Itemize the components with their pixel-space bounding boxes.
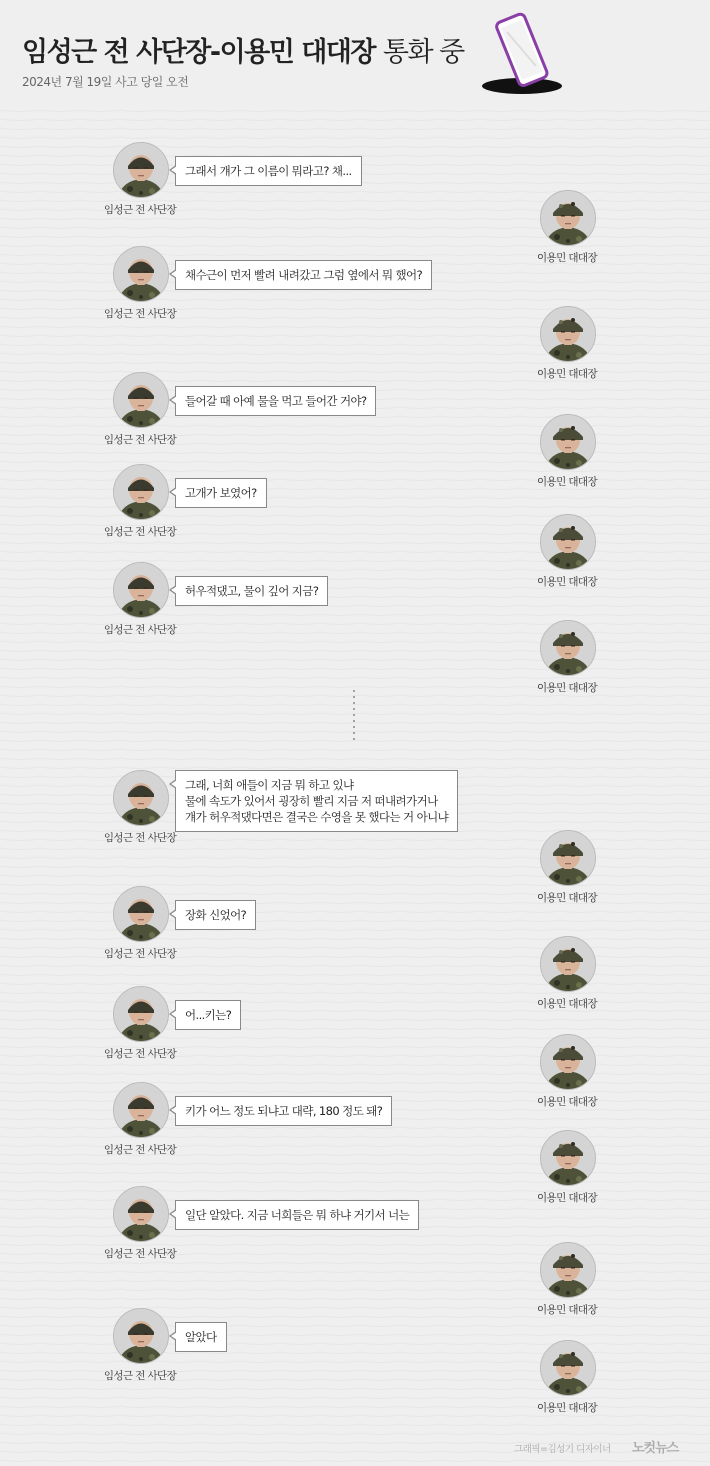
speaker-caption: 임성근 전 사단장 (103, 1144, 177, 1156)
commander-avatar (540, 1340, 596, 1396)
speaker-caption: 이용민 대대장 (537, 368, 597, 380)
speaker-caption: 임성근 전 사단장 (103, 308, 177, 320)
speaker-caption: 임성근 전 사단장 (103, 1370, 177, 1382)
message-line: 알았다 (185, 1330, 217, 1344)
general-avatar (113, 1082, 169, 1138)
speaker-caption: 임성근 전 사단장 (103, 624, 177, 636)
general-message-bubble (175, 1096, 392, 1126)
commander-avatar (540, 306, 596, 362)
general-message-bubble (175, 156, 362, 186)
message-line: 어...키는? (185, 1008, 232, 1022)
commander-avatar (540, 1130, 596, 1186)
message-line: 그래, 너희 애들이 지금 뭐 하고 있냐 (185, 778, 354, 792)
phone-icon (462, 8, 572, 98)
commander-avatar (540, 936, 596, 992)
message-line: 들어갈 때 아예 물을 먹고 들어간 거야? (185, 394, 367, 408)
general-avatar (113, 1308, 169, 1364)
general-avatar (113, 986, 169, 1042)
page-subtitle: 2024년 7월 19일 사고 당일 오전 (22, 75, 189, 89)
general-avatar (113, 1186, 169, 1242)
message-line: 일단 알았다. 지금 너희들은 뭐 하냐 거기서 너는 (185, 1208, 410, 1222)
commander-avatar (540, 1242, 596, 1298)
speaker-caption: 이용민 대대장 (537, 682, 597, 694)
message-line: 키가 어느 정도 되냐고 대략, 180 정도 돼? (185, 1104, 383, 1118)
message-line: 걔가 허우적댔다면은 결국은 수영을 못 했다는 거 아니냐 (185, 810, 449, 824)
speaker-caption: 이용민 대대장 (537, 1304, 597, 1316)
general-avatar (113, 372, 169, 428)
speaker-caption: 임성근 전 사단장 (103, 434, 177, 446)
commander-avatar (540, 514, 596, 570)
speaker-caption: 이용민 대대장 (537, 892, 597, 904)
general-message-bubble (175, 386, 376, 416)
header (0, 0, 710, 100)
message-line: 물에 속도가 있어서 굉장히 빨리 지금 저 떠내려가거나 (185, 794, 438, 808)
speaker-caption: 이용민 대대장 (537, 476, 597, 488)
general-message-bubble (175, 1322, 227, 1352)
speaker-caption: 이용민 대대장 (537, 998, 597, 1010)
commander-avatar (540, 1034, 596, 1090)
speaker-caption: 이용민 대대장 (537, 1402, 597, 1414)
general-message-bubble (175, 478, 267, 508)
general-message-bubble (175, 770, 458, 832)
general-avatar (113, 464, 169, 520)
publisher-logo: 노컷뉴스 (632, 1441, 679, 1456)
speaker-caption: 임성근 전 사단장 (103, 948, 177, 960)
omission-dots (352, 690, 356, 744)
speaker-caption: 임성근 전 사단장 (103, 204, 177, 216)
message-line: 허우적댔고, 물이 깊어 지금? (185, 584, 319, 598)
general-avatar (113, 142, 169, 198)
speaker-caption: 이용민 대대장 (537, 1096, 597, 1108)
general-message-bubble (175, 576, 328, 606)
general-message-bubble (175, 900, 256, 930)
general-avatar (113, 246, 169, 302)
commander-avatar (540, 830, 596, 886)
title-suffix: 통화 중 (382, 37, 464, 68)
credit-text: 그래픽=김성기 디자이너 (514, 1444, 611, 1455)
general-avatar (113, 562, 169, 618)
title-main: 임성근 전 사단장-이용민 대대장 (22, 37, 375, 68)
general-message-bubble (175, 260, 432, 290)
message-line: 그래서 걔가 그 이름이 뭐라고? 채... (185, 164, 352, 178)
message-line: 장화 신었어? (185, 908, 247, 922)
speaker-caption: 임성근 전 사단장 (103, 1048, 177, 1060)
speaker-caption: 임성근 전 사단장 (103, 832, 177, 844)
speaker-caption: 임성근 전 사단장 (103, 1248, 177, 1260)
general-message-bubble (175, 1200, 419, 1230)
commander-avatar (540, 414, 596, 470)
general-avatar (113, 886, 169, 942)
message-line: 채수근이 먼저 빨려 내려갔고 그럼 옆에서 뭐 했어? (185, 268, 423, 282)
general-message-bubble (175, 1000, 241, 1030)
commander-avatar (540, 620, 596, 676)
speaker-caption: 이용민 대대장 (537, 576, 597, 588)
page-title (22, 30, 464, 69)
speaker-caption: 이용민 대대장 (537, 1192, 597, 1204)
message-line: 고개가 보였어? (185, 486, 257, 500)
speaker-caption: 임성근 전 사단장 (103, 526, 177, 538)
speaker-caption: 이용민 대대장 (537, 252, 597, 264)
commander-avatar (540, 190, 596, 246)
general-avatar (113, 770, 169, 826)
